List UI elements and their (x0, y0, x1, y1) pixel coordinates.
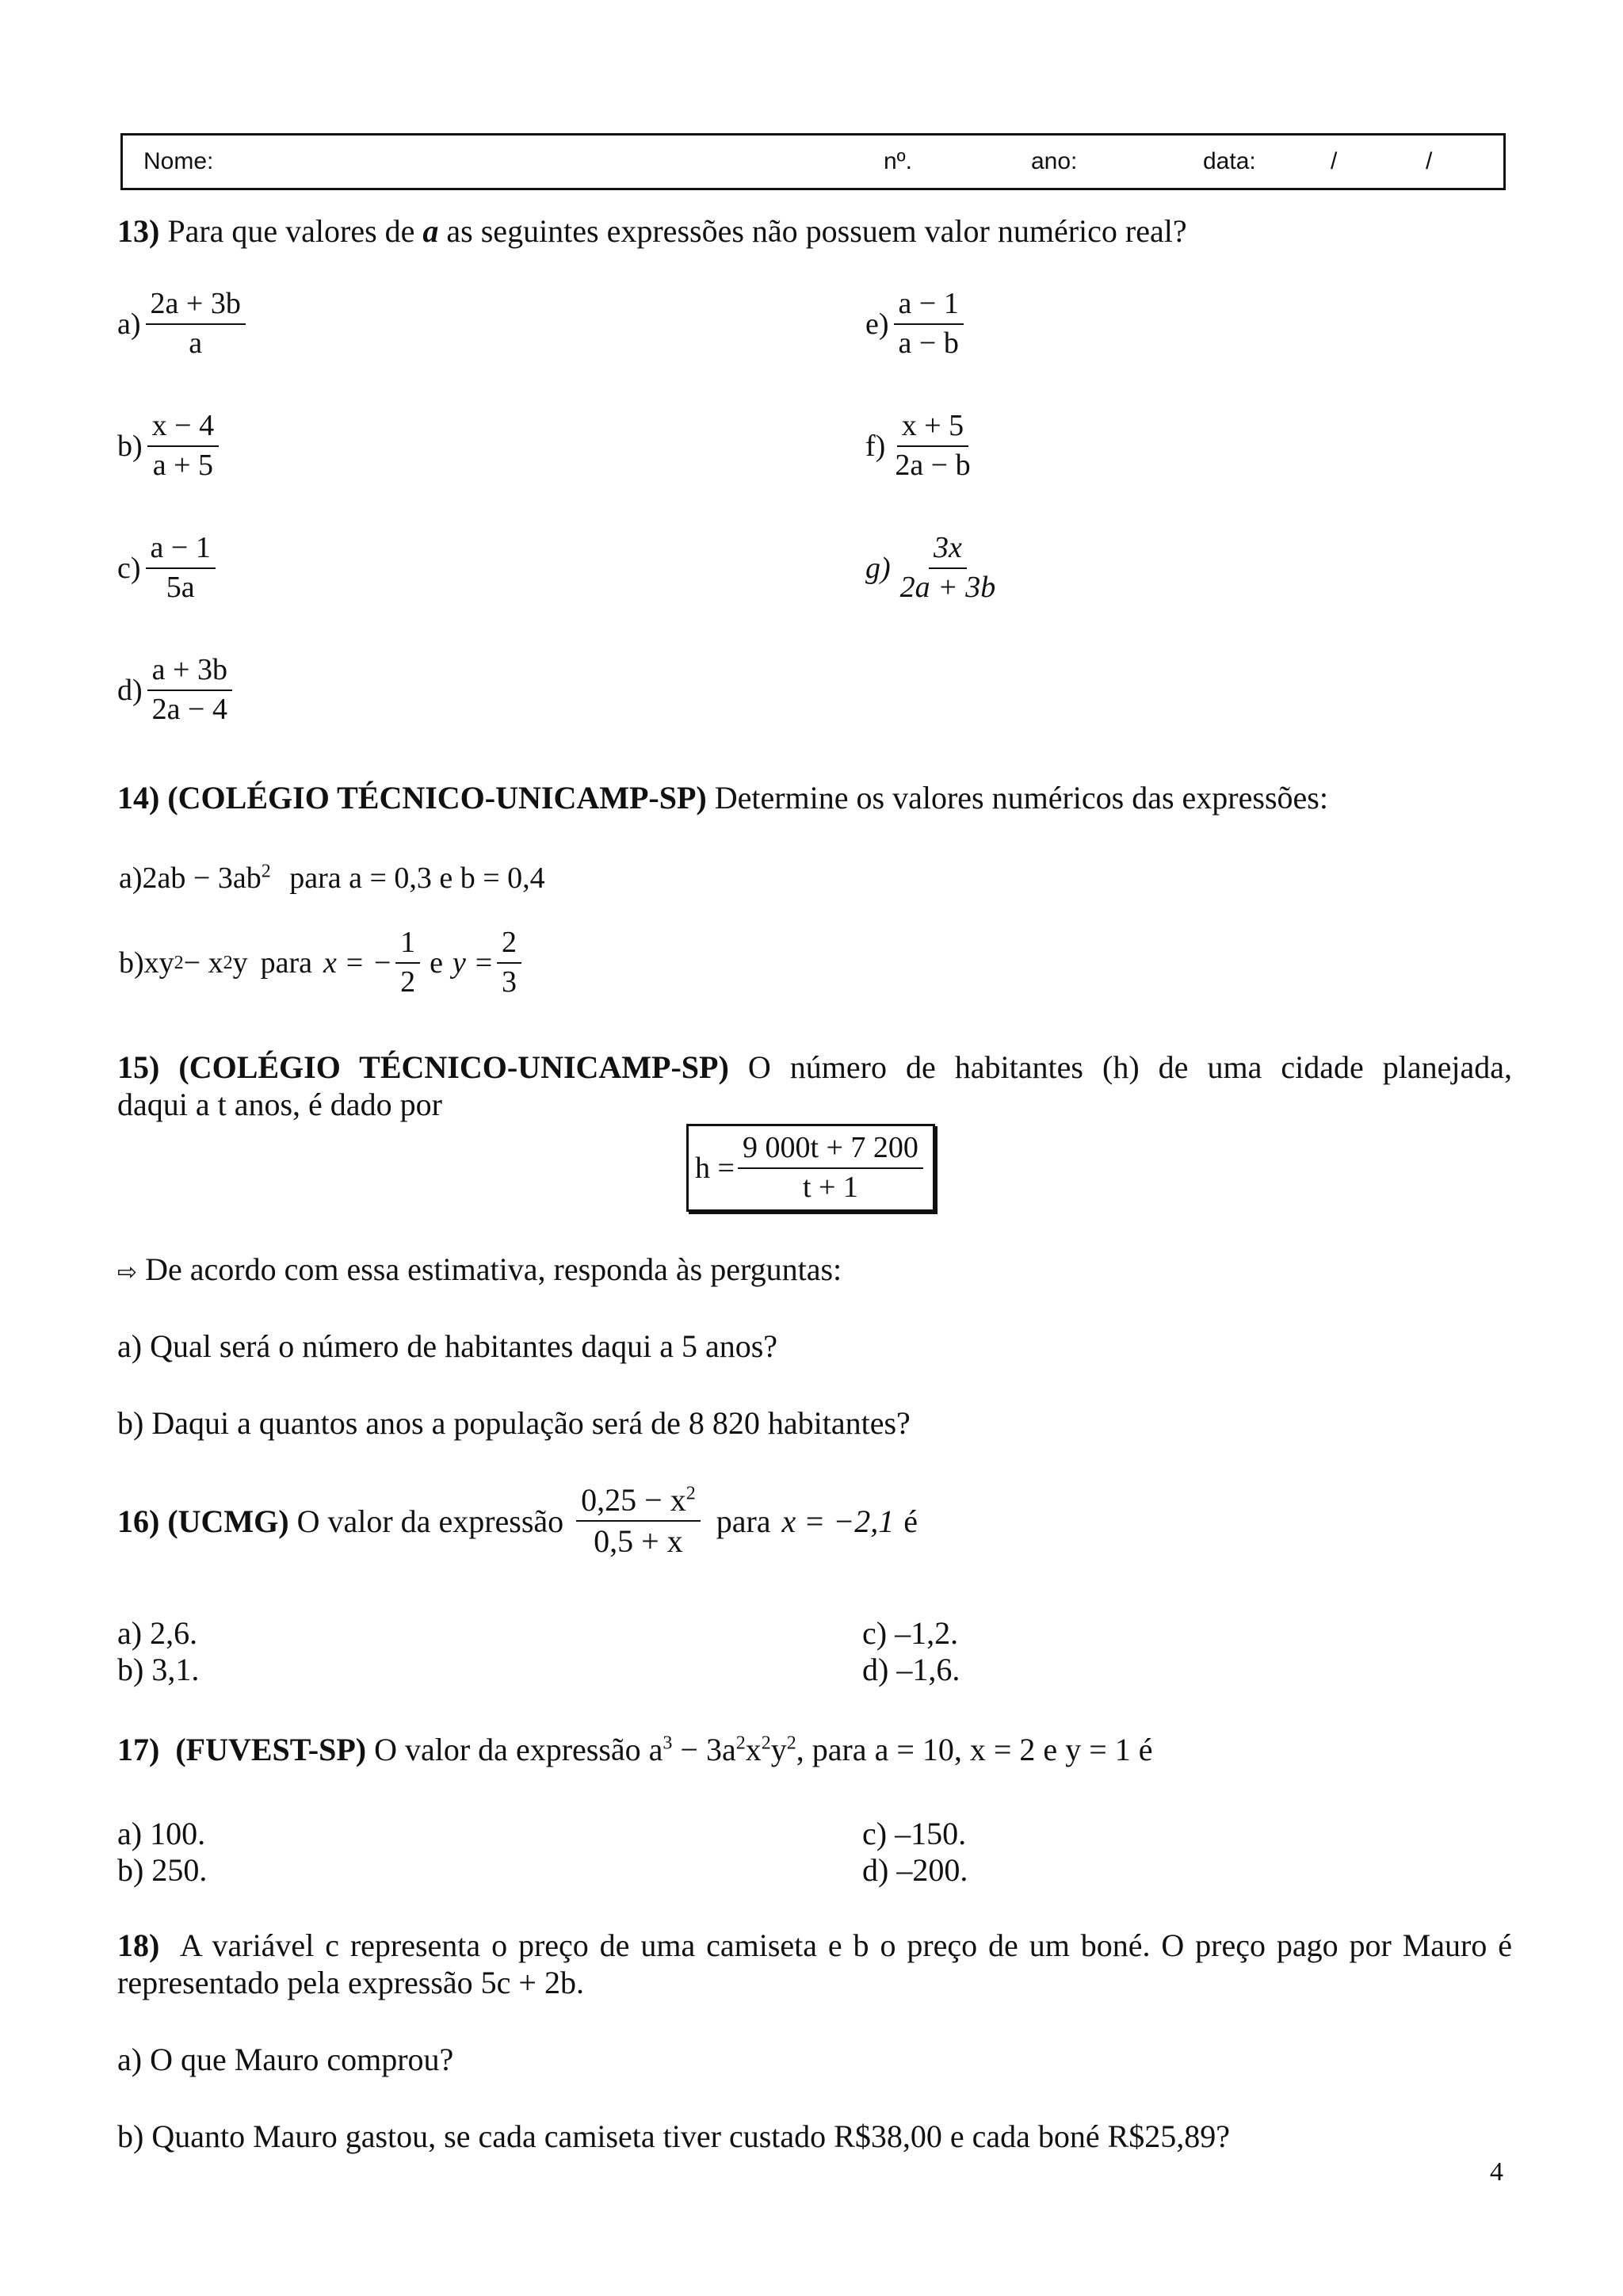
q14-item-a (119, 861, 545, 896)
fraction (890, 409, 975, 483)
q16-numerator-text: 0,25 − x (581, 1482, 686, 1518)
date-slash-1: / (1331, 148, 1338, 174)
q13-item-c (117, 531, 219, 605)
numerator: a − 1 (894, 287, 964, 325)
q15-formula-box (686, 1124, 935, 1212)
q17-option-a: a) 100. (117, 1816, 206, 1851)
q17-option-d: d) –200. (862, 1852, 968, 1888)
question-number: 14) (117, 780, 160, 816)
q14-b-y: y = (453, 946, 495, 980)
q14-item-b: b) xy 2 − x 2 y para x = − $\frac{1}{2}$ e y = $\frac{2}{3}$ (119, 926, 525, 999)
q13-text-pre: Para que valores de (167, 213, 415, 249)
q15-instruction-text: De acordo com essa estimativa, responda às perguntas: (145, 1251, 842, 1287)
item-label: g) (865, 551, 891, 585)
fraction (147, 409, 219, 483)
q17-condition: , para a = 10, x = 2 e y = 1 é (796, 1732, 1153, 1767)
denominator: 2a + 3b (899, 570, 996, 604)
question-number: 15) (117, 1049, 160, 1085)
formula-lhs: h = (695, 1151, 735, 1185)
denominator: 2a − 4 (151, 692, 227, 726)
item-label: b) (117, 429, 143, 463)
q18-text-line1: A variável c representa o preço de uma camiseta e b o preço de um boné. O preço pago por Mauro é (179, 1927, 1513, 1963)
exponent: 2 (786, 1733, 796, 1754)
denominator: 2 (400, 965, 416, 999)
q16-para: para (716, 1503, 771, 1539)
name-label: Nome: (143, 148, 214, 174)
fraction (894, 287, 964, 361)
q13-item-f (865, 409, 979, 483)
numerator (576, 1482, 701, 1522)
q15-instruction (117, 1251, 842, 1288)
exponent: 2 (685, 1483, 696, 1504)
numerator: a + 3b (147, 653, 232, 691)
q14-b-para: para (260, 946, 312, 980)
denominator: a − b (898, 326, 959, 360)
date-slash-2: / (1426, 148, 1433, 174)
q18-item-a: a) O que Mauro comprou? (117, 2042, 454, 2077)
q13-text-post: as seguintes expressões não possuem valor numérico real? (446, 213, 1187, 249)
q16-option-c: c) –1,2. (862, 1615, 959, 1651)
q18-item-b: b) Quanto Mauro gastou, se cada camiseta tiver custado R$38,00 e cada boné R$25,89? (117, 2118, 1231, 2154)
fraction (146, 531, 216, 605)
question-13-prompt (117, 212, 1187, 250)
question-source: (COLÉGIO TÉCNICO-UNICAMP-SP) (167, 780, 707, 816)
q14-b-term: y (232, 946, 248, 980)
q13-item-a (117, 287, 249, 361)
denominator: 3 (502, 965, 517, 999)
denominator: 2a − b (895, 448, 971, 482)
formula-frame (686, 1124, 935, 1212)
q16-text: O valor da expressão (296, 1503, 564, 1539)
number-label: nº. (884, 148, 912, 174)
question-16-prompt (117, 1482, 918, 1560)
fraction (896, 531, 1001, 605)
question-18-prompt-line2: representado pela expressão 5c + 2b. (117, 1965, 584, 2000)
numerator: 2a + 3b (146, 287, 246, 325)
item-label: e) (865, 307, 889, 341)
q17-term: y (770, 1732, 787, 1767)
question-number: 13) (117, 213, 160, 249)
question-17-prompt (117, 1731, 1153, 1768)
fraction (146, 287, 246, 361)
page-number: 4 (1490, 2157, 1503, 2187)
numerator: 9 000t + 7 200 (738, 1131, 923, 1169)
denominator: 5a (166, 570, 195, 604)
q14-b-and: e (430, 946, 444, 980)
q15-item-a: a) Qual será o número de habitantes daqui a 5 anos? (117, 1328, 778, 1364)
exponent: 2 (735, 1733, 746, 1754)
date-label: data: (1203, 148, 1256, 174)
exponent: 2 (261, 861, 271, 882)
q14-a-expression: 2ab − 3ab (142, 861, 262, 895)
question-source: (FUVEST-SP) (175, 1732, 367, 1767)
item-label: a) (117, 307, 141, 341)
q13-variable: a (422, 213, 439, 249)
item-label: c) (117, 551, 141, 585)
q14-b-term: − x (183, 946, 223, 980)
q14-b-term: xy (143, 946, 174, 980)
q16-option-b: b) 3,1. (117, 1652, 200, 1687)
question-18-prompt-line1 (117, 1927, 1512, 1964)
numerator: a − 1 (146, 531, 216, 569)
question-number: 16) (117, 1503, 160, 1539)
numerator: 2 (497, 926, 521, 964)
denominator: 0,5 + x (594, 1523, 683, 1559)
question-14-prompt (117, 779, 1328, 816)
numerator: x − 4 (147, 409, 219, 447)
item-label: b) (119, 946, 144, 980)
q13-item-d (117, 653, 235, 727)
q13-item-g (865, 531, 1003, 605)
denominator: t + 1 (802, 1170, 858, 1204)
question-number: 17) (117, 1732, 160, 1767)
question-15-prompt-line1 (117, 1049, 1512, 1086)
question-15-prompt-line2: daqui a t anos, é dado por (117, 1087, 442, 1122)
denominator: a + 5 (152, 448, 214, 482)
arrow-right-icon: ⇨ (117, 1259, 138, 1286)
item-label: d) (117, 673, 143, 707)
q17-option-c: c) –150. (862, 1816, 967, 1851)
q16-option-d: d) –1,6. (862, 1652, 960, 1687)
q17-option-b: b) 250. (117, 1852, 208, 1888)
numerator: 1 (395, 926, 420, 964)
exponent: 2 (761, 1733, 771, 1754)
numerator: 3x (929, 531, 967, 569)
q14-a-condition: para a = 0,3 e b = 0,4 (289, 861, 545, 895)
q15-item-b: b) Daqui a quantos anos a população será de 8 820 habitantes? (117, 1405, 911, 1441)
question-number: 18) (117, 1927, 160, 1963)
q14-b-x: x = − (323, 946, 393, 980)
exponent: 3 (663, 1733, 673, 1754)
q15-text-line1: O número de habitantes (h) de uma cidade planejada, (747, 1049, 1513, 1085)
student-info-header (120, 133, 1506, 190)
q16-x-value: x = −2,1 (781, 1503, 895, 1539)
question-source: (COLÉGIO TÉCNICO-UNICAMP-SP) (178, 1049, 729, 1085)
item-label: f) (865, 429, 886, 463)
q13-item-e (865, 287, 967, 361)
question-source: (UCMG) (167, 1503, 289, 1539)
year-label: ano: (1031, 148, 1078, 174)
denominator: a (189, 326, 203, 360)
item-label: a) (119, 861, 143, 895)
fraction (147, 653, 232, 727)
q17-term: − 3a (672, 1732, 736, 1767)
fraction (395, 926, 420, 999)
fraction (497, 926, 521, 999)
q14-text: Determine os valores numéricos das expressões: (714, 780, 1328, 816)
fraction (576, 1482, 701, 1560)
numerator: x + 5 (897, 409, 968, 447)
q16-option-a: a) 2,6. (117, 1615, 198, 1651)
q17-term: x (745, 1732, 762, 1767)
q13-item-b (117, 409, 222, 483)
q17-term: a (648, 1732, 663, 1767)
q17-text: O valor da expressão (374, 1732, 641, 1767)
fraction (738, 1131, 923, 1205)
q16-end: é (903, 1503, 918, 1539)
